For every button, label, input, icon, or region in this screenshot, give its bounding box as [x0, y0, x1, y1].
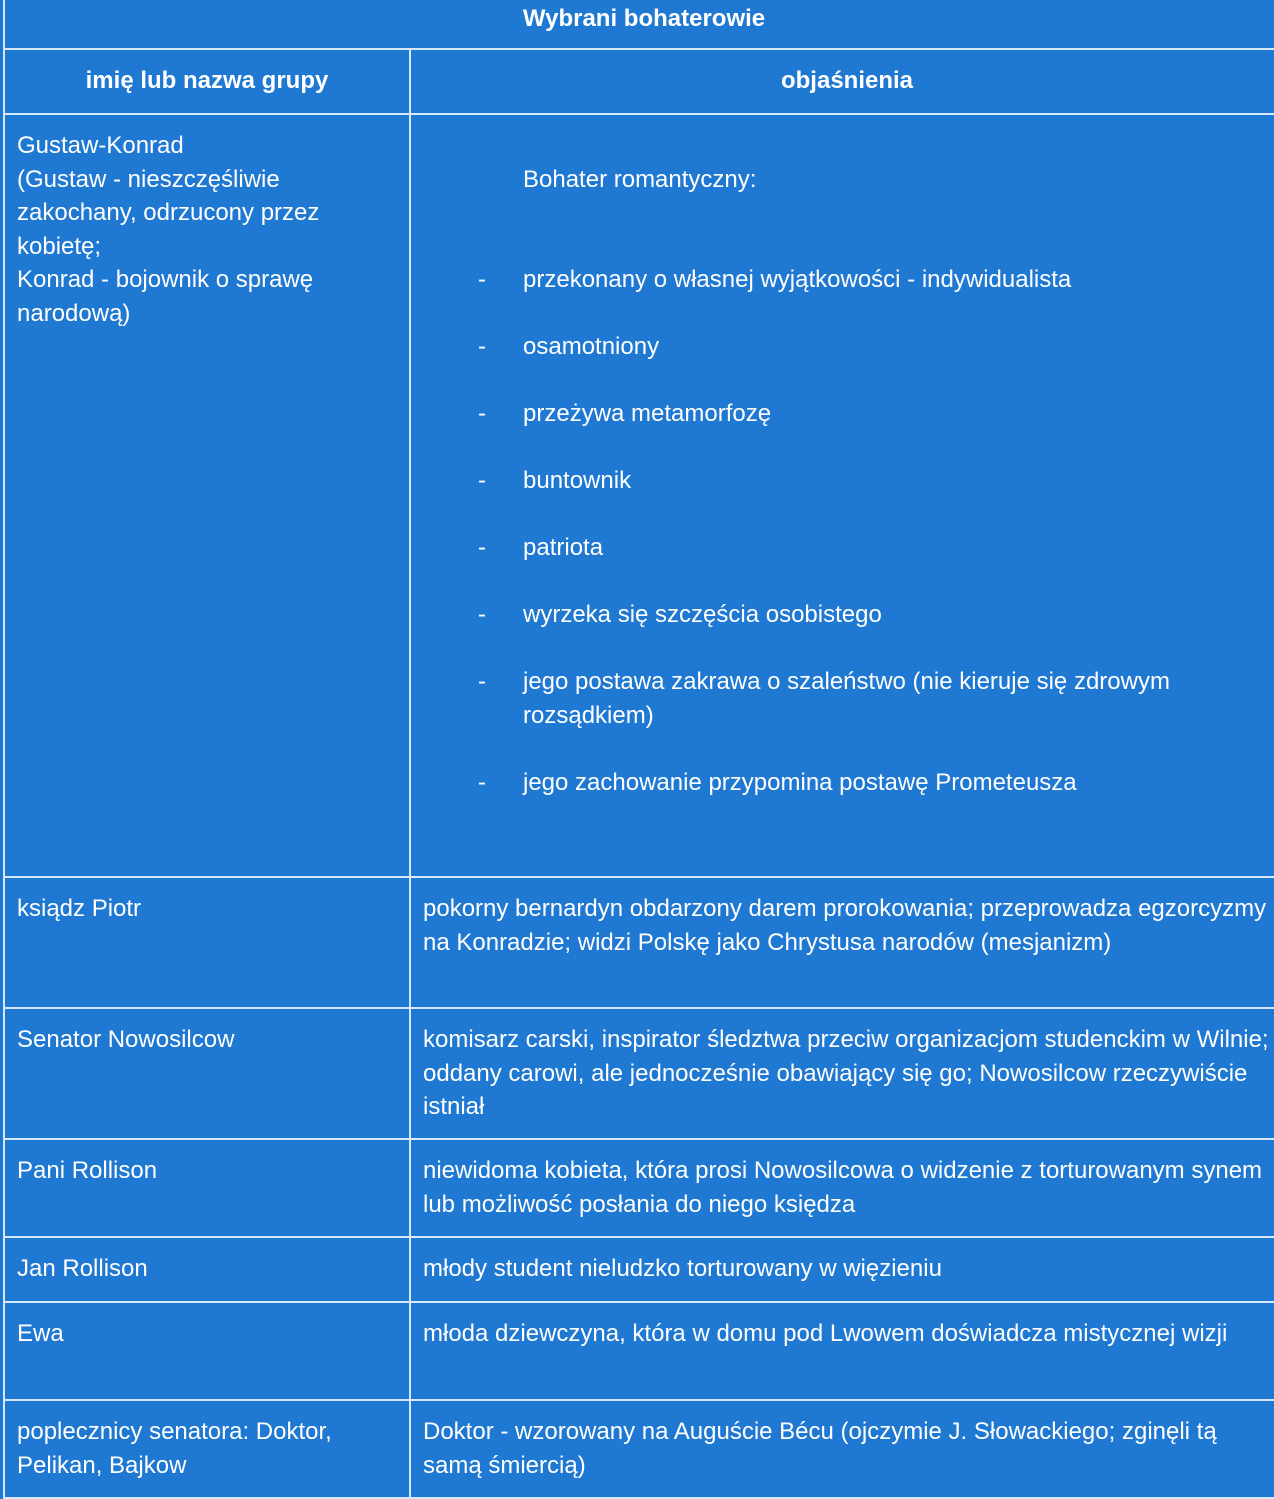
bullet-dash: - — [478, 266, 486, 293]
hero-name-cell — [4, 877, 410, 1008]
trait-text: przekonany o własnej wyjątkowości - indywidualista — [523, 266, 1072, 293]
bullet-dash: - — [478, 668, 486, 695]
hero-description: Doktor - wzorowany na Auguście Bécu (ojczymie J. Słowackiego; zginęli tą samą śmiercią) — [423, 1418, 1217, 1479]
hero-description-cell — [410, 1302, 1274, 1400]
list-item — [423, 464, 1273, 498]
table-row — [4, 114, 1274, 877]
trait-list — [423, 230, 1273, 833]
hero-description-cell — [410, 1237, 1274, 1302]
bullet-dash: - — [478, 467, 486, 494]
hero-name-cell — [4, 1237, 410, 1302]
trait-text: buntownik — [523, 467, 632, 494]
trait-text: osamotniony — [523, 333, 660, 360]
bullet-dash: - — [478, 400, 486, 427]
table-row — [4, 1139, 1274, 1237]
bullet-dash: - — [478, 534, 486, 561]
table-row — [4, 1302, 1274, 1400]
hero-description: młody student nieludzko torturowany w więzieniu — [423, 1255, 942, 1282]
list-item — [423, 397, 1273, 431]
hero-description-cell — [410, 114, 1274, 877]
hero-name: Pani Rollison — [17, 1157, 158, 1184]
hero-description: komisarz carski, inspirator śledztwa przeciw organizacjom studenckim w Wilnie; oddany carowi, ale jednocześnie obawiający się go; Nowosilcow rzeczywiście istniał — [423, 1026, 1269, 1120]
hero-description-cell — [410, 877, 1274, 1008]
column-header-description: objaśnienia — [410, 49, 1274, 114]
bullet-dash: - — [478, 768, 486, 796]
table-title: Wybrani bohaterowie — [4, 0, 1274, 49]
hero-name-cell — [4, 1139, 410, 1237]
bullet-dash: - — [478, 333, 486, 360]
trait-text: patriota — [523, 534, 604, 561]
hero-name-cell — [4, 1400, 410, 1498]
table-row — [4, 1008, 1274, 1139]
column-header-name: imię lub nazwa grupy — [4, 49, 410, 114]
trait-text: jego postawa zakrawa o szaleństwo (nie kieruje się zdrowym rozsądkiem) — [523, 668, 1170, 729]
list-item — [423, 665, 1273, 732]
list-item — [423, 598, 1273, 632]
table-row — [4, 1237, 1274, 1302]
hero-name: ksiądz Piotr — [17, 895, 142, 922]
hero-description — [411, 115, 1274, 876]
hero-description-cell — [410, 1008, 1274, 1139]
hero-name-cell — [4, 114, 410, 877]
hero-description: młoda dziewczyna, która w domu pod Lwowem doświadcza mistycznej wizji — [423, 1320, 1228, 1347]
hero-name: Jan Rollison — [17, 1255, 148, 1282]
hero-description-cell — [410, 1400, 1274, 1498]
list-item — [423, 263, 1273, 297]
table-row — [4, 877, 1274, 1008]
hero-description: niewidoma kobieta, która prosi Nowosilcowa o widzenie z torturowanym synem lub możliwość posłania do niego księdza — [423, 1157, 1263, 1218]
hero-description: pokorny bernardyn obdarzony darem prorokowania; przeprowadza egzorcyzmy na Konradzie; widzi Polskę jako Chrystusa narodów (mesjanizm) — [423, 895, 1267, 956]
list-item — [423, 766, 1273, 800]
hero-name: Senator Nowosilcow — [17, 1026, 235, 1053]
description-lead: Bohater romantyczny: — [523, 165, 757, 193]
bullet-dash: - — [478, 601, 486, 628]
trait-text: jego zachowanie przypomina postawę Prometeusza — [523, 768, 1077, 796]
list-item — [423, 531, 1273, 565]
hero-name-cell — [4, 1008, 410, 1139]
hero-name: poplecznicy senatora: Doktor, Pelikan, Bajkow — [17, 1418, 332, 1479]
hero-name: Gustaw-Konrad (Gustaw - nieszczęśliwie zakochany, odrzucony przez kobietę; Konrad - bojownik o sprawę narodową) — [17, 132, 320, 327]
hero-name-cell — [4, 1302, 410, 1400]
trait-text: przeżywa metamorfozę — [523, 400, 772, 427]
trait-text: wyrzeka się szczęścia osobistego — [523, 601, 882, 628]
table-row — [4, 1400, 1274, 1498]
heroes-table — [3, 0, 1274, 1499]
hero-name: Ewa — [17, 1320, 64, 1347]
list-item — [423, 330, 1273, 364]
hero-description-cell — [410, 1139, 1274, 1237]
